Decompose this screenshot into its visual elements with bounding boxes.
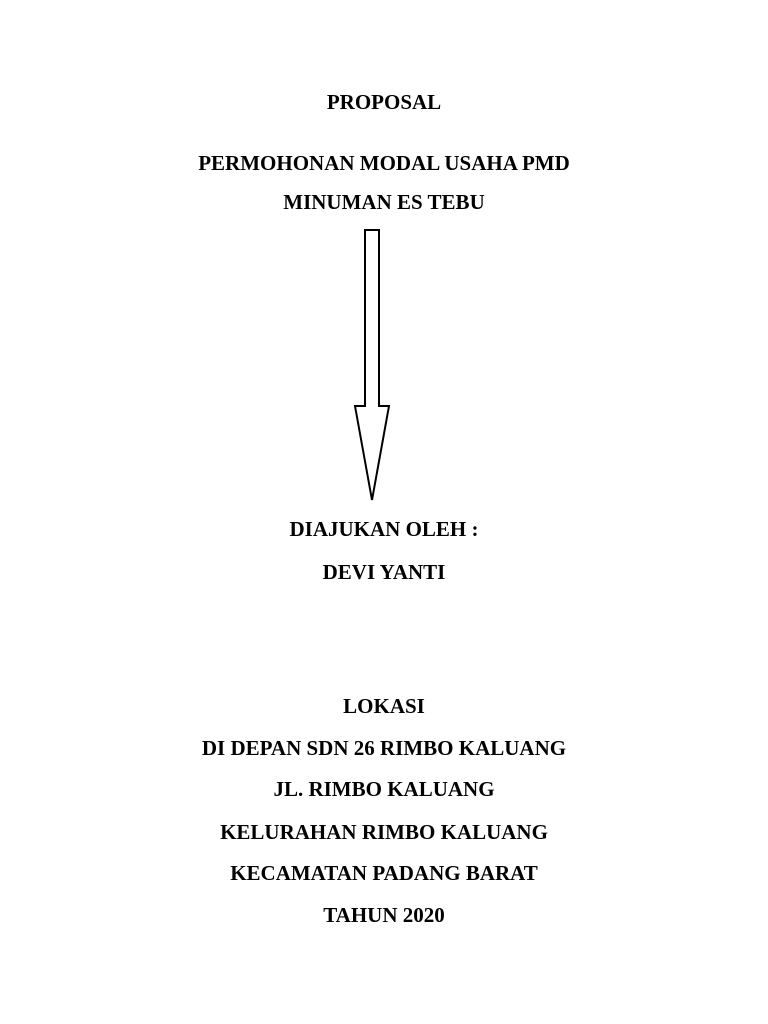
business-name: MINUMAN ES TEBU: [283, 190, 485, 214]
proposal-subject: PERMOHONAN MODAL USAHA PMD: [198, 151, 570, 175]
document-title: PROPOSAL: [326, 90, 442, 114]
location-line-1: DI DEPAN SDN 26 RIMBO KALUANG: [201, 736, 567, 760]
submitter-name: DEVI YANTI: [322, 560, 446, 584]
location-line-3: KELURAHAN RIMBO KALUANG: [220, 820, 548, 844]
down-arrow-icon: [348, 228, 396, 504]
location-heading: LOKASI: [343, 694, 425, 718]
location-line-2: JL. RIMBO KALUANG: [273, 777, 495, 801]
document-year: TAHUN 2020: [323, 903, 445, 927]
submitted-by-label: DIAJUKAN OLEH :: [289, 517, 479, 541]
location-line-4: KECAMATAN PADANG BARAT: [230, 861, 538, 885]
